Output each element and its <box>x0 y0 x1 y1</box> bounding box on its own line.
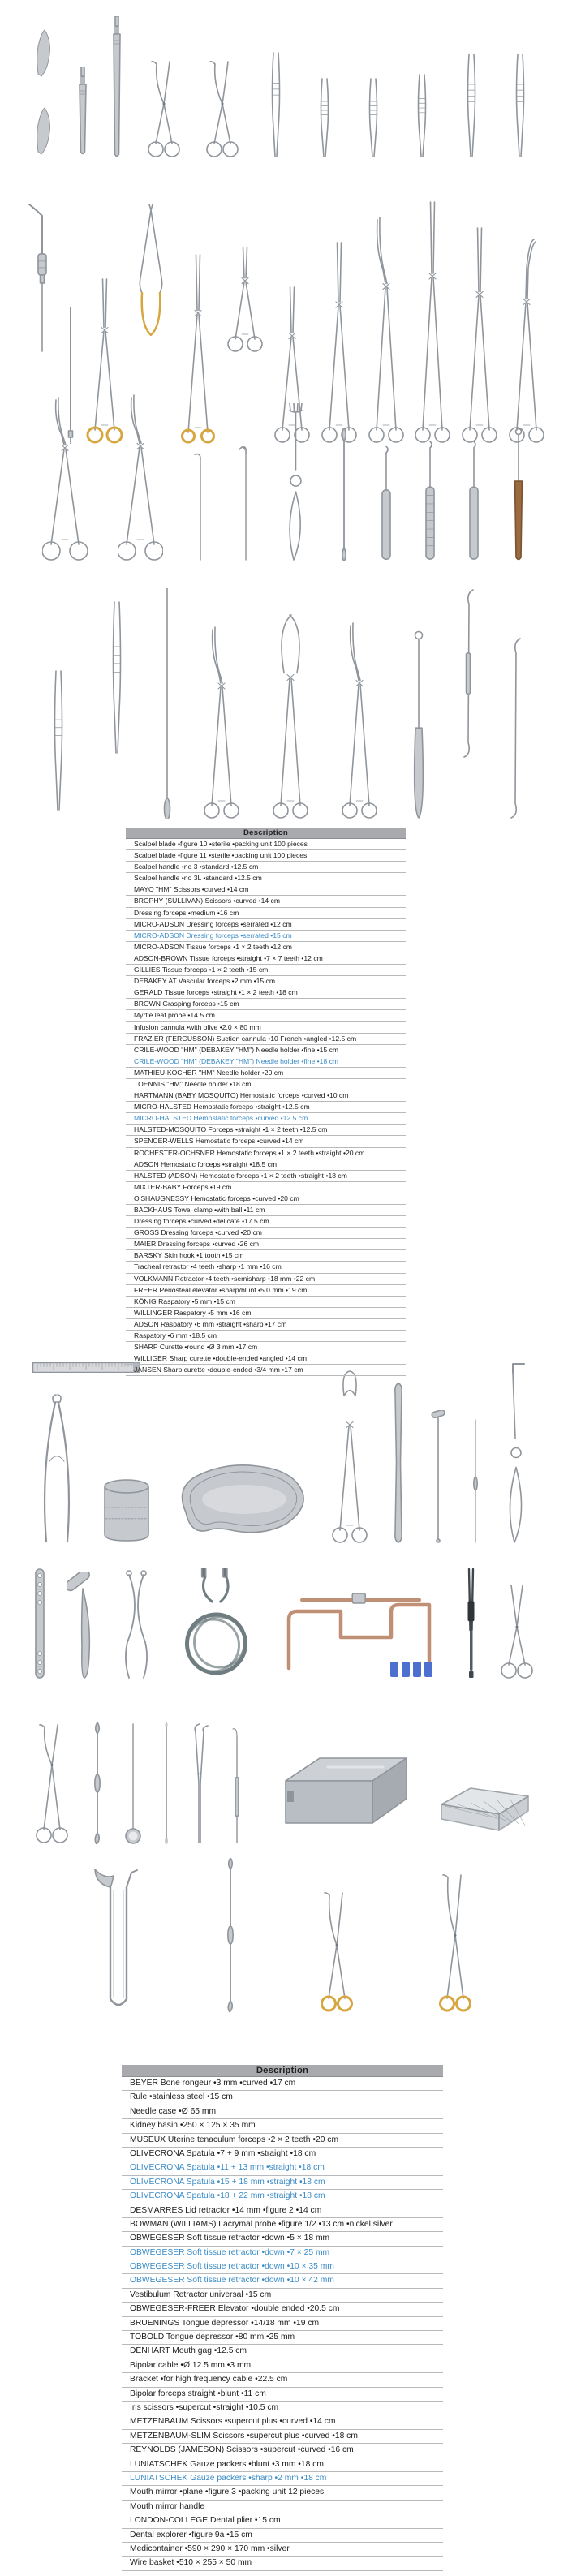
row-text: HARTMANN (BABY MOSQUITO) Hemostatic forceps •curved •10 cm <box>134 1091 349 1100</box>
table-row <box>122 2077 443 2091</box>
instrument-scalpel-blades-image <box>34 28 55 158</box>
row-text: ADSON Hemostatic forceps •straight •18.5 cm <box>134 1159 278 1168</box>
row-text: OBWEGESER-FREER Elevator •double ended •20.5 cm <box>130 2304 340 2314</box>
instrument-mouth-mirror-image <box>124 1722 142 1844</box>
table-row <box>126 1353 406 1365</box>
row-text: DENHART Mouth gag •12.5 cm <box>130 2346 247 2356</box>
instrument-adson-brown-tissue-forceps-image <box>408 73 436 158</box>
table-1-body <box>126 839 406 1376</box>
instrument-scalpel-handle-no3-image <box>76 67 89 156</box>
row-text: SPENCER-WELLS Hemostatic forceps •curved •14 cm <box>134 1137 304 1146</box>
table-row <box>126 1045 406 1056</box>
row-text: OBWEGESER Soft tissue retractor •down •10 × 35 mm <box>130 2262 334 2272</box>
row-text: FREER Periosteal elevator •sharp/blunt •5.0 mm •19 cm <box>134 1285 308 1294</box>
table-row <box>122 2148 443 2161</box>
row-text: OLIVECRONA Spatula •11 + 13 mm •straight •18 cm <box>130 2163 325 2173</box>
table-row <box>126 1239 406 1250</box>
table-row <box>126 1125 406 1136</box>
instrument-obwegeser-freer-elevator-image <box>224 1858 237 2012</box>
table-2-body <box>122 2077 443 2571</box>
row-text: BACKHAUS Towel clamp •with ball •11 cm <box>134 1206 265 1214</box>
table-row[interactable] <box>122 2190 443 2204</box>
table-row <box>126 1034 406 1045</box>
table-row <box>126 1365 406 1376</box>
table-row <box>126 1205 406 1216</box>
instrument-frazier-suction-cannula-image <box>23 203 55 353</box>
description-table-1 <box>126 828 406 1376</box>
row-text: HALSTED-MOSQUITO Forceps •straight •1 × 2 teeth •12.5 cm <box>134 1125 328 1134</box>
instrument-metzenbaum-slim-scissors-image <box>437 1873 474 2012</box>
table-row <box>122 2232 443 2246</box>
row-text: CRILE-WOOD "HM" (DEBAKEY "HM") Needle holder •fine •18 cm <box>134 1056 339 1065</box>
figure-row-retractors-and-raspatories <box>0 391 568 561</box>
row-text: MICRO-ADSON Dressing forceps •serrated •12 cm <box>134 919 292 928</box>
instrument-willinger-raspatory-image <box>423 441 437 561</box>
instrument-volkmann-retractor-image <box>283 403 308 561</box>
instrument-brown-grasping-forceps-image <box>103 600 131 755</box>
row-text: TOENNIS "HM" Needle holder •18 cm <box>134 1079 252 1088</box>
table-row[interactable] <box>126 931 406 942</box>
table-row <box>122 2529 443 2543</box>
row-text: O'SHAUGNESSY Hemostatic forceps •curved •20 cm <box>134 1193 299 1202</box>
figure-row-cables-and-retractors <box>0 1564 568 1679</box>
row-text: GILLIES Tissue forceps •1 × 2 teeth •15 cm <box>134 965 269 974</box>
instrument-kidney-basin-image <box>174 1459 308 1544</box>
table-row <box>126 1274 406 1285</box>
figure-row-gags-and-supercut-scissors <box>0 1856 568 2012</box>
table-row <box>126 1171 406 1182</box>
instrument-gerald-tissue-forceps-image <box>45 669 72 811</box>
row-text: Bracket •for high frequency cable •22.5 cm <box>130 2375 288 2385</box>
table-row <box>122 2331 443 2345</box>
row-text: ADSON-BROWN Tissue forceps •straight •7 × 7 teeth •12 cm <box>134 953 323 962</box>
row-text: Bipolar forceps straight •blunt •11 cm <box>130 2389 266 2398</box>
table-row <box>126 1319 406 1331</box>
row-text: Myrtle leaf probe •14.5 cm <box>134 1011 215 1020</box>
row-text: CRILE-WOOD "HM" (DEBAKEY "HM") Needle holder •fine •15 cm <box>134 1045 339 1054</box>
table-row <box>126 1285 406 1297</box>
row-text: BROPHY (SULLIVAN) Scissors •curved •14 cm <box>134 897 281 905</box>
row-text: METZENBAUM-SLIM Scissors •supercut plus •curved •18 cm <box>130 2431 358 2441</box>
instrument-mathieu-needle-holder-image <box>132 203 170 353</box>
table-row[interactable] <box>122 2247 443 2260</box>
instrument-bowman-lacrymal-probe-image <box>471 1418 480 1544</box>
table-row <box>122 2359 443 2373</box>
row-text: Raspatory •6 mm •18.5 cm <box>134 1331 217 1340</box>
table-row <box>126 919 406 931</box>
instrument-olivecrona-spatula-image <box>392 1382 405 1544</box>
instrument-sharp-curette-image <box>511 428 526 561</box>
table-row <box>126 1216 406 1228</box>
row-text: OBWEGESER Soft tissue retractor •down •10 × 42 mm <box>130 2276 334 2286</box>
instrument-iris-scissors-image <box>498 1584 536 1679</box>
table-row <box>122 2557 443 2570</box>
table-row <box>122 2458 443 2472</box>
instrument-dental-explorer-image <box>231 1722 243 1844</box>
table-row <box>126 1297 406 1308</box>
table-row <box>122 2218 443 2232</box>
instrument-scalpel-handle-no3l-image <box>110 16 123 158</box>
table-1-header: Description <box>126 828 406 839</box>
row-text: Dental explorer •figure 9a •15 cm <box>130 2530 252 2539</box>
instrument-reynolds-scissors-image <box>318 1890 355 2012</box>
row-text: VOLKMANN Retractor •4 teeth •semisharp •18 mm •22 cm <box>134 1274 316 1283</box>
table-row <box>122 2119 443 2133</box>
row-text: Mouth mirror •plane •figure 3 •packing unit 12 pieces <box>130 2488 325 2497</box>
row-text: MIXTER-BABY Forceps •19 cm <box>134 1182 232 1191</box>
instrument-gillies-tissue-forceps-image <box>458 53 485 158</box>
row-text: Medicontainer •590 × 290 × 170 mm •silver <box>130 2544 290 2553</box>
row-text: MICRO-HALSTED Hemostatic forceps •curved •12.5 cm <box>134 1114 308 1123</box>
instrument-wire-basket-image <box>433 1783 535 1844</box>
instrument-hartmann-mosquito-forceps-image <box>226 246 264 353</box>
row-text: ADSON Raspatory •6 mm •straight •sharp •17 cm <box>134 1319 287 1328</box>
instrument-bipolar-cable-image <box>174 1568 259 1679</box>
instrument-micro-adson-tissue-forceps-image <box>359 77 387 158</box>
row-text: Scalpel handle •no 3 •standard •12.5 cm <box>134 862 259 871</box>
row-text: Rule •stainless steel •15 cm <box>130 2092 233 2102</box>
instrument-desmarres-lid-retractor-image <box>428 1410 449 1544</box>
table-row <box>122 2501 443 2514</box>
row-text: MAIER Dressing forceps •curved •26 cm <box>134 1240 260 1249</box>
row-text: Dressing forceps •medium •16 cm <box>134 908 239 917</box>
table-row <box>126 873 406 884</box>
instrument-adson-raspatory-image <box>467 441 481 561</box>
row-text: LUNIATSCHEK Gauze packers •sharp •2 mm •18 cm <box>130 2473 327 2483</box>
row-text: OBWEGESER Soft tissue retractor •down •5 × 18 mm <box>130 2234 330 2243</box>
table-row <box>122 2430 443 2444</box>
table-row <box>126 1068 406 1079</box>
table-row <box>126 1262 406 1273</box>
row-text: BROWN Grasping forceps •15 cm <box>134 1000 239 1008</box>
table-row <box>122 2105 443 2119</box>
table-row <box>126 1228 406 1239</box>
instrument-maier-dressing-forceps-image <box>118 393 163 561</box>
row-text: Wire basket •510 × 255 × 50 mm <box>130 2558 252 2568</box>
table-row <box>126 1148 406 1159</box>
row-text: GROSS Dressing forceps •curved •20 cm <box>134 1228 262 1237</box>
row-text: GERALD Tissue forceps •straight •1 × 2 teeth •18 cm <box>134 988 298 997</box>
instrument-vestibulum-hook-retractor-image <box>503 1361 532 1544</box>
row-text: LUNIATSCHEK Gauze packers •blunt •3 mm •18 cm <box>130 2459 324 2469</box>
table-row <box>122 2289 443 2303</box>
row-text: Needle case •Ø 65 mm <box>130 2106 217 2116</box>
instrument-tobold-tongue-depressor-image <box>67 1572 99 1679</box>
table-row <box>126 1250 406 1262</box>
row-text: BOWMAN (WILLIAMS) Lacrymal probe •figure 1/2 •13 cm •nickel silver <box>130 2219 393 2229</box>
instrument-debakey-vascular-forceps-image <box>506 53 534 158</box>
table-row <box>126 896 406 907</box>
table-row <box>122 2444 443 2458</box>
row-text: WILLIGER Sharp curette •double-ended •angled •14 cm <box>134 1354 308 1363</box>
table-row[interactable] <box>126 1056 406 1068</box>
table-row <box>126 1090 406 1102</box>
row-text: REYNOLDS (JAMESON) Scissors •supercut •curved •16 cm <box>130 2445 354 2455</box>
row-text: MICRO-ADSON Tissue forceps •1 × 2 teeth •12 cm <box>134 942 292 951</box>
figure-row-probes-and-clamps <box>0 580 568 819</box>
row-text: MICRO-HALSTED Hemostatic forceps •straight •12.5 cm <box>134 1103 310 1112</box>
figure-row-basins-and-spatulas <box>0 1359 568 1544</box>
table-row <box>126 1136 406 1147</box>
row-text: MUSEUX Uterine tenaculum forceps •2 × 2 teeth •20 cm <box>130 2135 339 2144</box>
row-text: Mouth mirror handle <box>130 2501 205 2511</box>
instrument-freer-elevator-image <box>338 428 350 561</box>
instrument-micro-adson-dressing-forceps-image <box>311 77 338 158</box>
row-text: BARSKY Skin hook •1 tooth •15 cm <box>134 1251 244 1260</box>
instrument-mixter-baby-forceps-curved-image <box>203 625 240 819</box>
table-row <box>126 862 406 873</box>
instrument-denhart-mouth-gag-image <box>118 1570 154 1679</box>
figure-row-dental-and-containers <box>0 1722 568 1844</box>
instrument-mayo-scissors-image <box>145 59 183 158</box>
row-text: OLIVECRONA Spatula •15 + 18 mm •straight •18 cm <box>130 2177 325 2187</box>
table-row <box>122 2514 443 2528</box>
table-row <box>122 2134 443 2148</box>
table-row <box>126 976 406 987</box>
table-row <box>122 2486 443 2500</box>
table-row <box>126 1022 406 1034</box>
table-row[interactable] <box>126 1113 406 1125</box>
table-row <box>126 1102 406 1113</box>
row-text: Vestibulum Retractor universal •15 cm <box>130 2290 272 2299</box>
instrument-brophy-scissors-image <box>204 59 241 158</box>
row-text: Kidney basin •250 × 125 × 35 mm <box>130 2121 256 2131</box>
row-text: Dressing forceps •curved •delicate •17.5 cm <box>134 1217 269 1226</box>
instrument-gross-dressing-forceps-image <box>341 621 378 819</box>
instrument-backhaus-towel-clamp-image <box>272 613 309 819</box>
table-row <box>126 839 406 850</box>
instrument-hf-cable-bracket-image <box>278 1584 444 1679</box>
row-text: HALSTED (ADSON) Hemostatic forceps •1 × 2 teeth •straight •18 cm <box>134 1171 347 1180</box>
table-row <box>126 987 406 999</box>
instrument-oshaugnessy-forceps-image <box>42 395 88 561</box>
row-text: OLIVECRONA Spatula •18 + 22 mm •straight •18 cm <box>130 2191 325 2201</box>
table-row <box>126 908 406 919</box>
table-2-header: Description <box>122 2065 443 2077</box>
table-row[interactable] <box>122 2274 443 2288</box>
instrument-barsky-skin-hook-image <box>192 452 209 561</box>
row-text: OBWEGESER Soft tissue retractor •down •7 × 25 mm <box>130 2247 330 2257</box>
table-row <box>126 1010 406 1021</box>
table-row[interactable] <box>122 2472 443 2486</box>
row-text: BEYER Bone rongeur •3 mm •curved •17 cm <box>130 2079 296 2088</box>
table-row <box>122 2303 443 2316</box>
table-row <box>126 942 406 953</box>
figure-row-scalpels-and-forceps <box>0 4 568 158</box>
table-row[interactable] <box>122 2176 443 2190</box>
table-row <box>122 2388 443 2402</box>
table-row <box>126 1159 406 1171</box>
description-table-2 <box>122 2065 443 2571</box>
instrument-medicontainer-image <box>263 1748 413 1844</box>
instrument-vestibulum-retractor-image <box>94 1866 143 2012</box>
row-text: Scalpel blade •figure 10 •sterile •packing unit 100 pieces <box>134 840 308 848</box>
row-text: DESMARRES Lid retractor •14 mm •figure 2 •14 cm <box>130 2205 322 2215</box>
table-row <box>126 1308 406 1319</box>
instrument-dressing-forceps-image <box>262 51 290 158</box>
row-text: TOBOLD Tongue depressor •80 mm •25 mm <box>130 2333 295 2342</box>
table-row <box>126 850 406 862</box>
row-text: MATHIEU-KOCHER "HM" Needle holder •20 cm <box>134 1068 284 1077</box>
table-row <box>126 1182 406 1193</box>
table-row[interactable] <box>122 2161 443 2175</box>
row-text: JANSEN Sharp curette •double-ended •3/4 mm •17 cm <box>134 1365 303 1374</box>
instrument-williger-sharp-curette-image <box>460 588 476 759</box>
table-row <box>126 1079 406 1090</box>
instrument-sharp-curette-round-image <box>409 629 428 819</box>
instrument-myrtle-leaf-probe-image <box>162 588 172 819</box>
row-text: DEBAKEY AT Vascular forceps •2 mm •15 cm <box>134 977 275 986</box>
instrument-beyer-bone-rongeur-image <box>36 1394 78 1544</box>
instrument-tracheal-retractor-image <box>238 446 254 561</box>
row-text: SHARP Curette •round •Ø 3 mm •17 cm <box>134 1343 258 1352</box>
row-text: Bipolar cable •Ø 12.5 mm •3 mm <box>130 2360 252 2370</box>
instrument-elevator-double-ended-image <box>91 1722 104 1844</box>
table-row <box>126 1342 406 1353</box>
table-row <box>126 965 406 976</box>
row-text: MICRO-ADSON Dressing forceps •serrated •15 cm <box>134 931 292 940</box>
row-text: METZENBAUM Scissors •supercut plus •curved •14 cm <box>130 2417 336 2427</box>
row-text: Tracheal retractor •4 teeth •sharp •1 mm •16 cm <box>134 1262 282 1271</box>
table-row <box>126 999 406 1010</box>
row-text: LONDON-COLLEGE Dental plier •15 cm <box>130 2516 281 2526</box>
instrument-obwegeser-soft-tissue-retractor-image <box>32 1568 47 1679</box>
table-row <box>122 2543 443 2557</box>
table-row <box>122 2204 443 2218</box>
row-text: ROCHESTER-OCHSNER Hemostatic forceps •1 × 2 teeth •straight •20 cm <box>134 1148 365 1157</box>
row-text: Scalpel blade •figure 11 •sterile •packing unit 100 pieces <box>134 851 308 860</box>
instrument-koenig-raspatory-image <box>379 446 394 561</box>
table-row <box>122 2402 443 2415</box>
row-text: FRAZIER (FERGUSSON) Suction cannula •10 French •angled •12.5 cm <box>134 1034 357 1043</box>
instrument-bipolar-forceps-image <box>463 1568 479 1679</box>
row-text: OLIVECRONA Spatula •7 + 9 mm •straight •18 cm <box>130 2148 316 2158</box>
table-row <box>122 2373 443 2387</box>
row-text: Infusion cannula •with olive •2.0 × 80 mm <box>134 1022 261 1031</box>
table-row <box>126 884 406 896</box>
row-text: KÖNIG Raspatory •5 mm •15 cm <box>134 1297 235 1305</box>
row-text: BRUENINGS Tongue depressor •14/18 mm •19 cm <box>130 2318 320 2328</box>
instrument-museux-tenaculum-forceps-image <box>331 1370 368 1544</box>
instrument-needle-case-image <box>101 1477 152 1544</box>
row-text: MAYO "HM" Scissors •curved •14 cm <box>134 885 249 894</box>
row-text: Scalpel handle •no 3L •standard •12.5 cm <box>134 874 262 883</box>
instrument-metzenbaum-scissors-image <box>33 1722 71 1844</box>
table-row <box>122 2345 443 2359</box>
row-text: WILLINGER Raspatory •5 mm •16 cm <box>134 1308 252 1317</box>
row-text: Iris scissors •supercut •straight •10.5 cm <box>130 2402 279 2412</box>
instrument-london-college-dental-plier-image <box>190 1722 211 1844</box>
instrument-luniatschek-gauze-packer-image <box>162 1722 170 1844</box>
table-row <box>126 1193 406 1205</box>
table-row <box>126 1331 406 1342</box>
table-row <box>122 2091 443 2105</box>
table-row <box>126 953 406 965</box>
instrument-rule-image <box>32 1362 140 1373</box>
table-row <box>122 2415 443 2429</box>
instrument-jansen-sharp-curette-image <box>507 637 523 819</box>
table-row[interactable] <box>122 2260 443 2274</box>
table-row <box>122 2317 443 2331</box>
